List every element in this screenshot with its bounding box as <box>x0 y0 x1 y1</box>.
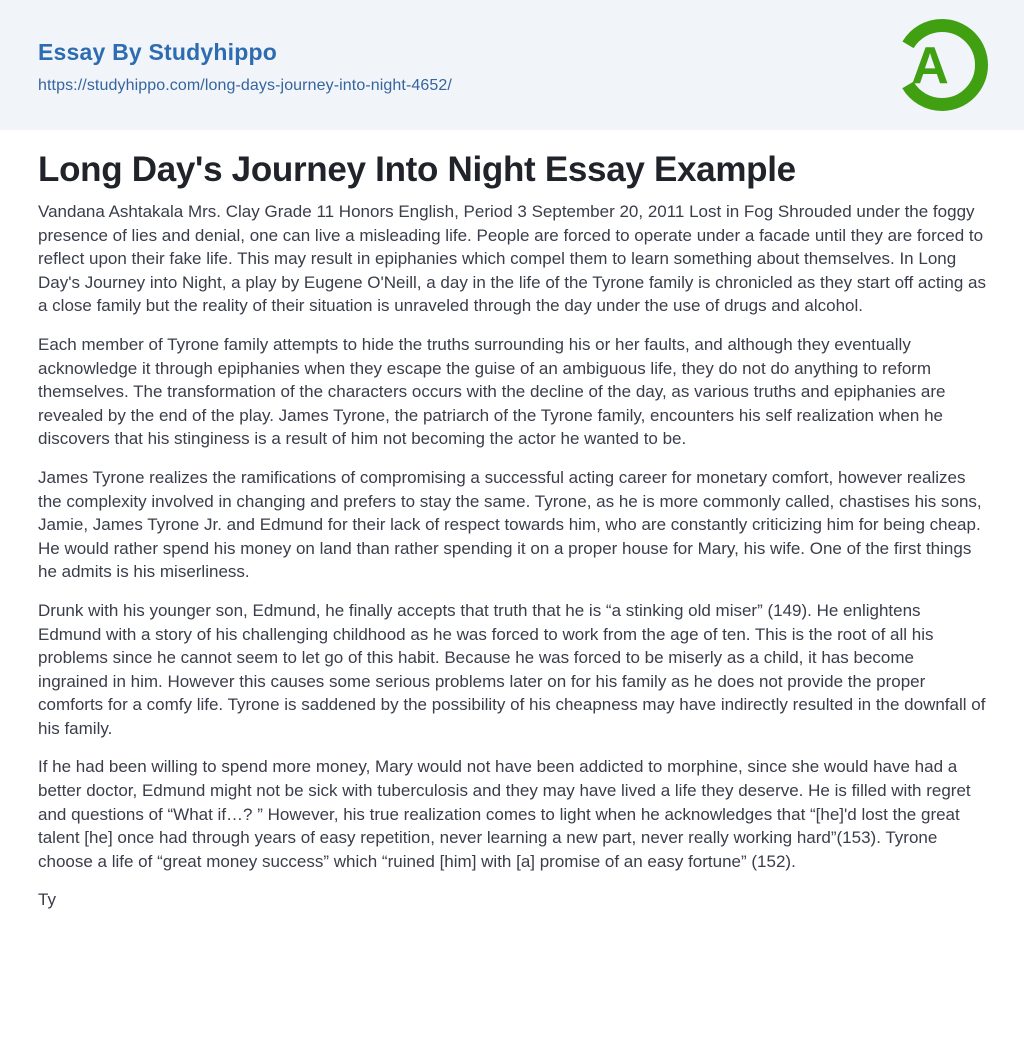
essay-title: Long Day's Journey Into Night Essay Example <box>38 150 796 189</box>
letter-a-arc-icon <box>896 19 988 111</box>
essay-paragraph: Each member of Tyrone family attempts to hide the truths surrounding his or her faults, and although they eventually acknowledge it through epiphanies when they escape the guise of an ambiguous life, they do not do anything to reform themselves. The transformation of the characters occurs with the decline of the day, as various truths and epiphanies are revealed by the end of the play. James Tyrone, the patriarch of the Tyrone family, encounters his self realization when he discovers that his stinginess is a result of him not becoming the actor he wanted to be. <box>38 334 946 449</box>
header-text-block <box>38 39 452 95</box>
essay-paragraph-truncated: Ty <box>38 890 56 910</box>
essay-paragraph: Drunk with his younger son, Edmund, he finally accepts that truth that he is “a stinking old miser” (149). He enlightens Edmund with a story of his challenging childhood as he was forced to work from the age of ten. This is the root of all his problems since he cannot seem to let go of this habit. Because he was forced to be miserly as a child, it has become ingrained in him. However this causes some serious problems later on for his family as he does not provide the proper comforts for a comfy life. Tyrone is saddened by the possibility of his cheapness may have indirectly resulted in the downfall of his family. <box>38 600 986 738</box>
essay-paragraph: Vandana Ashtakala Mrs. Clay Grade 11 Honors English, Period 3 September 20, 2011 Lost in Fog Shrouded under the foggy presence of lies and denial, one can live a misleading life. People are forced to operate under a facade until they are forced to reflect upon their fake life. This may result in epiphanies which compel them to learn something about themselves. In Long Day's Journey into Night, a play by Eugene O'Neill, a day in the life of the Tyrone family is chronicled as they start off acting as a close family but the reality of their situation is unraveled through the day under the use of drugs and alcohol. <box>38 202 986 316</box>
logo-letter: A <box>911 37 949 95</box>
site-title-link[interactable]: Essay By Studyhippo <box>38 39 277 65</box>
source-url-link[interactable]: https://studyhippo.com/long-days-journey-into-night-4652/ <box>38 77 452 94</box>
essay-document <box>0 149 1024 912</box>
essay-paragraph: James Tyrone realizes the ramifications of compromising a successful acting career for monetary comfort, however realizes the complexity involved in changing and prefers to stay the same. Tyrone, as he is more commonly called, chastises his sons, Jamie, James Tyrone Jr. and Edmund for their lack of respect towards him, who are constantly criticizing him for being cheap. He would rather spend his money on land than rather spending it on a proper house for Mary, his wife. One of the first things he admits is his miserliness. <box>38 467 982 582</box>
essay-paragraph: If he had been willing to spend more money, Mary would not have been addicted to morphine, since she would have had a better doctor, Edmund might not be sick with tuberculosis and they may have lived a life they deserve. He is filled with regret and questions of “What if…? ” However, his true realization comes to light when he acknowledges that “[he]'d lost the great talent [he] once had through years of easy repetition, never learning a new part, never really working hard”(153). Tyrone choose a life of “great money success” which “ruined [him] with [a] promise of an easy fortune” (152). <box>38 757 971 871</box>
page-header <box>0 0 1024 130</box>
studyhippo-logo <box>896 19 988 111</box>
